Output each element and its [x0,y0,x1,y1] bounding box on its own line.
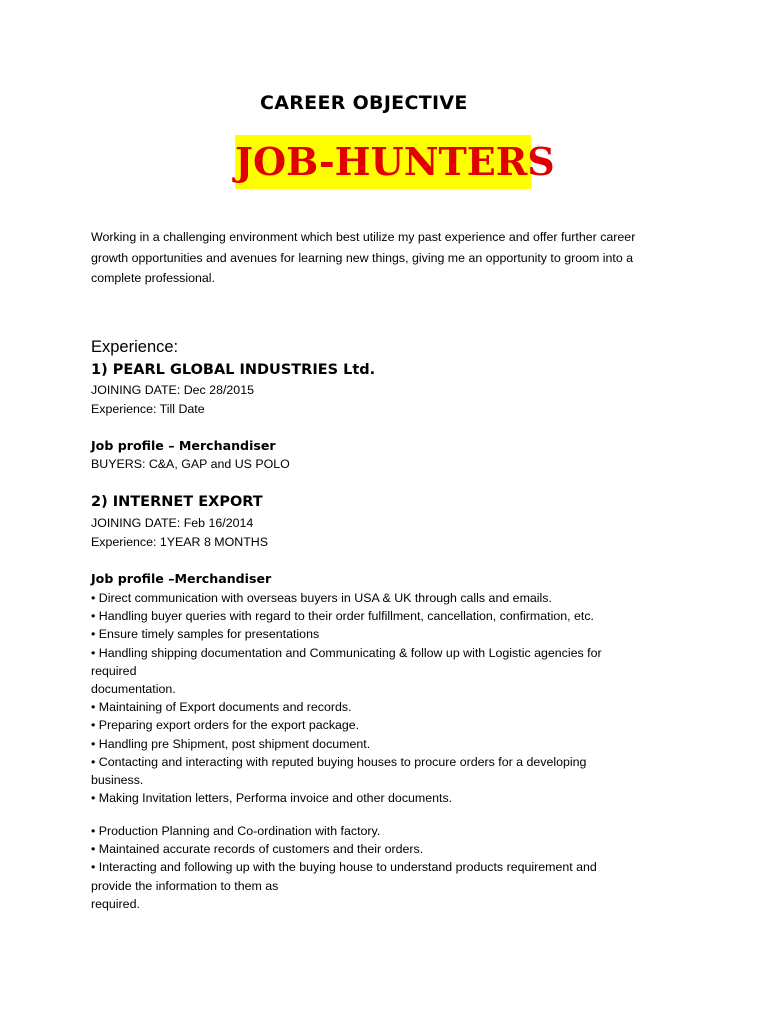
job2-joining-date: JOINING DATE: Feb 16/2014 [91,516,254,530]
list-item: • Ensure timely samples for presentations [91,627,320,642]
job2-profile: Job profile –Merchandiser [91,571,272,586]
list-item: • Production Planning and Co-ordination with factory. [91,824,381,838]
job2-company: 2) INTERNET EXPORT [91,494,263,510]
brand-title: JOB-HUNTERS [235,135,531,189]
list-item: • Handling pre Shipment, post shipment document. [91,736,371,751]
list-item: required [91,663,137,678]
job1-joining-date: JOINING DATE: Dec 28/2015 [91,383,254,397]
job2-experience: Experience: 1YEAR 8 MONTHS [91,535,268,549]
list-item: • Handling shipping documentation and Communicating & follow up with Logistic agencies for [91,645,602,660]
list-item: • Direct communication with overseas buyers in USA & UK through calls and emails. [91,591,552,605]
list-item: • Maintaining of Export documents and records. [91,700,352,715]
objective-line: growth opportunities and avenues for learning new things, giving me an opportunity to groom into a [91,250,634,265]
job2-duties-list [91,589,602,807]
objective-line: complete professional. [91,271,215,285]
list-item: • Maintained accurate records of customers and their orders. [91,842,424,857]
list-item: • Making Invitation letters, Performa invoice and other documents. [91,791,453,806]
section-heading-career-objective: CAREER OBJECTIVE [260,92,468,114]
objective-line: Working in a challenging environment which best utilize my past experience and offer further career [91,230,636,244]
experience-label: Experience: [91,338,179,356]
objective-paragraph [91,227,635,289]
job1-profile: Job profile – Merchandiser [91,438,276,453]
list-item: business. [91,772,144,787]
job2-duties-list-2 [91,822,597,913]
list-item: • Handling buyer queries with regard to their order fulfillment, cancellation, confirmation, etc. [91,609,594,624]
job1-company: 1) PEARL GLOBAL INDUSTRIES Ltd. [91,362,376,378]
list-item: • Preparing export orders for the export package. [91,718,360,733]
job1-buyers: BUYERS: C&A, GAP and US POLO [91,457,290,471]
list-item: documentation. [91,681,176,696]
list-item: required. [91,896,140,911]
job1-experience: Experience: Till Date [91,402,205,416]
list-item: • Interacting and following up with the buying house to understand products requirement and [91,860,597,875]
list-item: • Contacting and interacting with reputed buying houses to procure orders for a developing [91,754,587,769]
list-item: provide the information to them as [91,878,279,893]
